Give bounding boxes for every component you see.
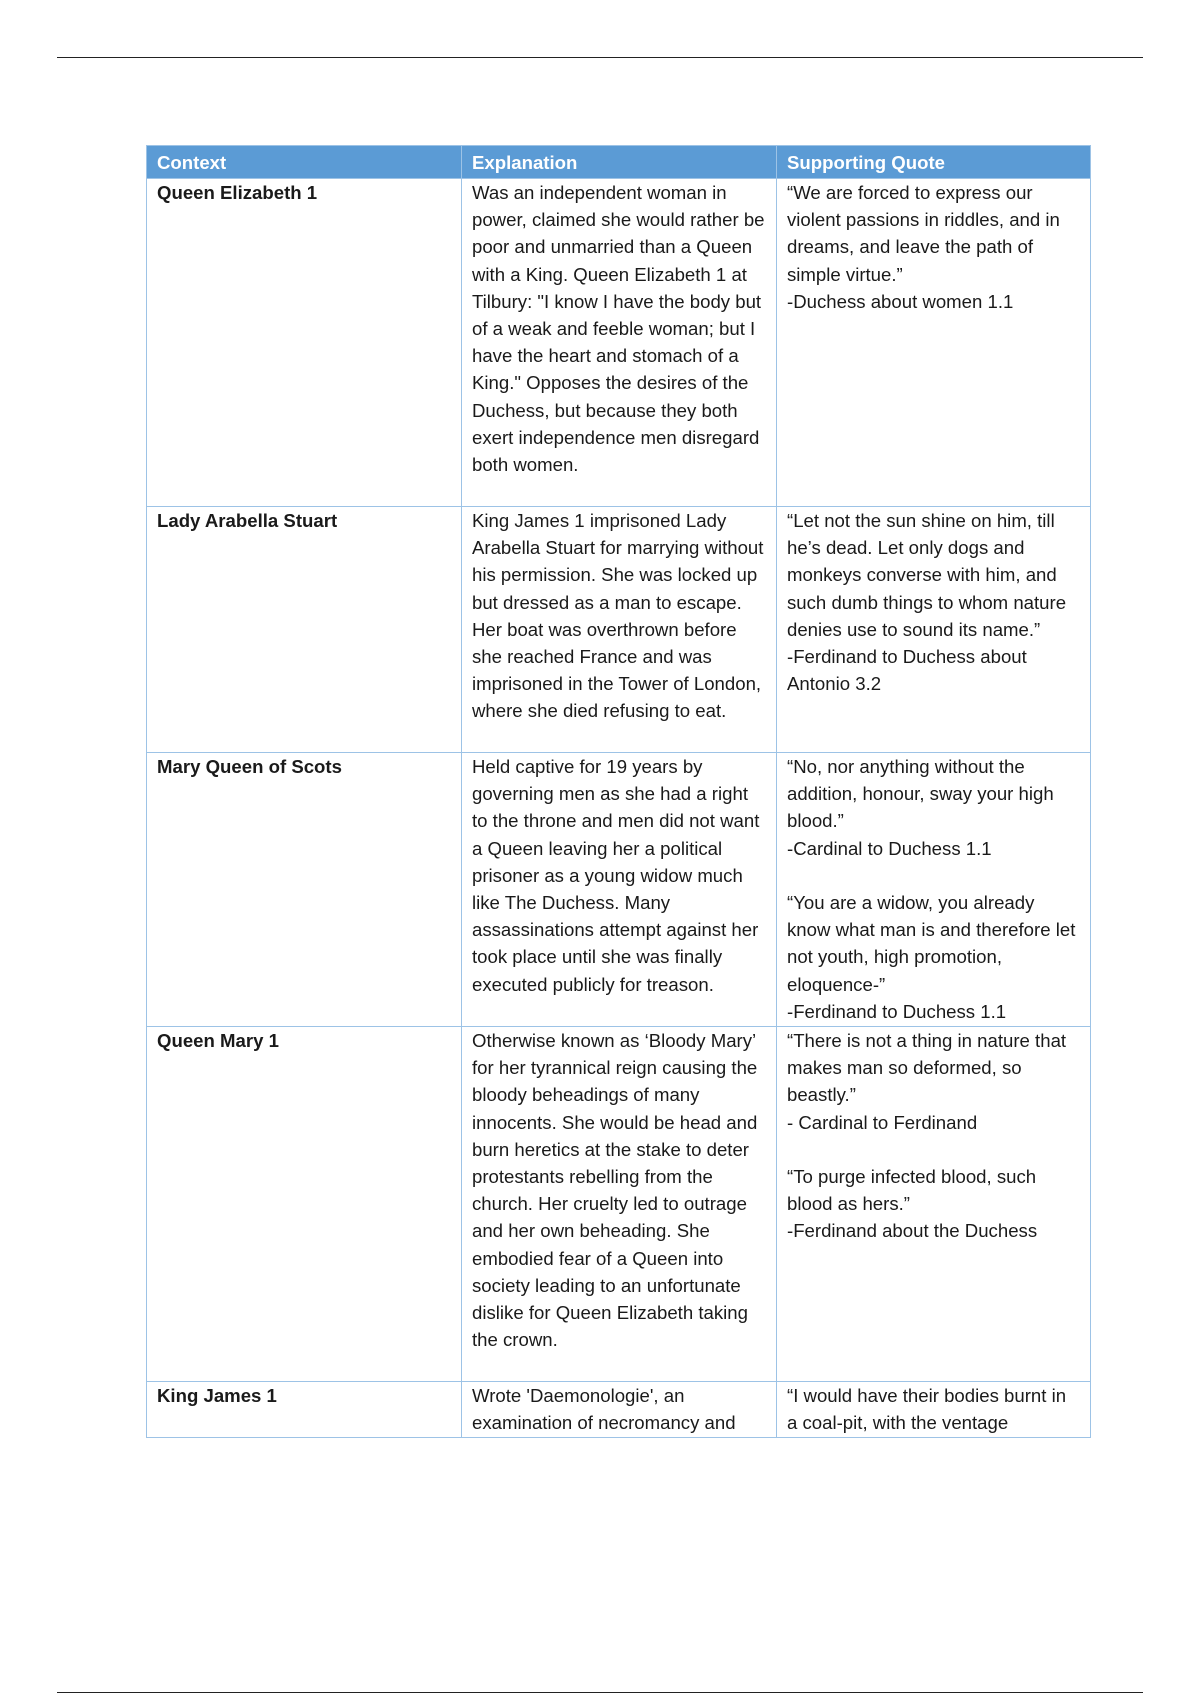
explanation-cell: King James 1 imprisoned Lady Arabella Stuart for marrying without his permission. She was locked up but dressed as a man to escape. Her boat was overthrown before she reached France and was imprisoned in the Tower of London, where she died refusing to eat.: [462, 507, 777, 753]
header-explanation: Explanation: [462, 146, 777, 179]
header-supporting-quote: Supporting Quote: [777, 146, 1091, 179]
quote-cell: “No, nor anything without the addition, honour, sway your high blood.” -Cardinal to Duchess 1.1 “You are a widow, you already know what man is and therefore let not youth, high promotion, eloquence-” -Ferdinand to Duchess 1.1: [777, 753, 1091, 1027]
context-cell: Queen Mary 1: [147, 1027, 462, 1382]
explanation-cell: Wrote 'Daemonologie', an examination of necromancy and: [462, 1382, 777, 1438]
table-row: [147, 1382, 1091, 1438]
context-cell: Lady Arabella Stuart: [147, 507, 462, 753]
header-context: Context: [147, 146, 462, 179]
table-row: [147, 753, 1091, 1027]
quote-cell: “Let not the sun shine on him, till he’s dead. Let only dogs and monkeys converse with him, and such dumb things to whom nature denies use to sound its name.” -Ferdinand to Duchess about Antonio 3.2: [777, 507, 1091, 753]
explanation-cell: Held captive for 19 years by governing men as she had a right to the throne and men did not want a Queen leaving her a political prisoner as a young widow much like The Duchess. Many assassinations attempt against her took place until she was finally executed publicly for treason.: [462, 753, 777, 1027]
table-row: [147, 179, 1091, 507]
quote-cell: “We are forced to express our violent passions in riddles, and in dreams, and leave the path of simple virtue.” -Duchess about women 1.1: [777, 179, 1091, 507]
header-rule: [57, 57, 1143, 58]
quote-cell: “I would have their bodies burnt in a coal-pit, with the ventage: [777, 1382, 1091, 1438]
table-row: [147, 507, 1091, 753]
table-row: [147, 1027, 1091, 1382]
quote-cell: “There is not a thing in nature that makes man so deformed, so beastly.” - Cardinal to Ferdinand “To purge infected blood, such blood as hers.” -Ferdinand about the Duchess: [777, 1027, 1091, 1382]
context-cell: Queen Elizabeth 1: [147, 179, 462, 507]
footer-rule: [57, 1692, 1143, 1693]
explanation-cell: Was an independent woman in power, claimed she would rather be poor and unmarried than a Queen with a King. Queen Elizabeth 1 at Tilbury: "I know I have the body but of a weak and feeble woman; but I have the heart and stomach of a King." Opposes the desires of the Duchess, but because they both exert independence men disregard both women.: [462, 179, 777, 507]
context-cell: Mary Queen of Scots: [147, 753, 462, 1027]
context-cell: King James 1: [147, 1382, 462, 1438]
context-table: [146, 145, 1091, 1438]
table-header-row: [147, 146, 1091, 179]
explanation-cell: Otherwise known as ‘Bloody Mary’ for her tyrannical reign causing the bloody beheadings of many innocents. She would be head and burn heretics at the stake to deter protestants rebelling from the church. Her cruelty led to outrage and her own beheading. She embodied fear of a Queen into society leading to an unfortunate dislike for Queen Elizabeth taking the crown.: [462, 1027, 777, 1382]
